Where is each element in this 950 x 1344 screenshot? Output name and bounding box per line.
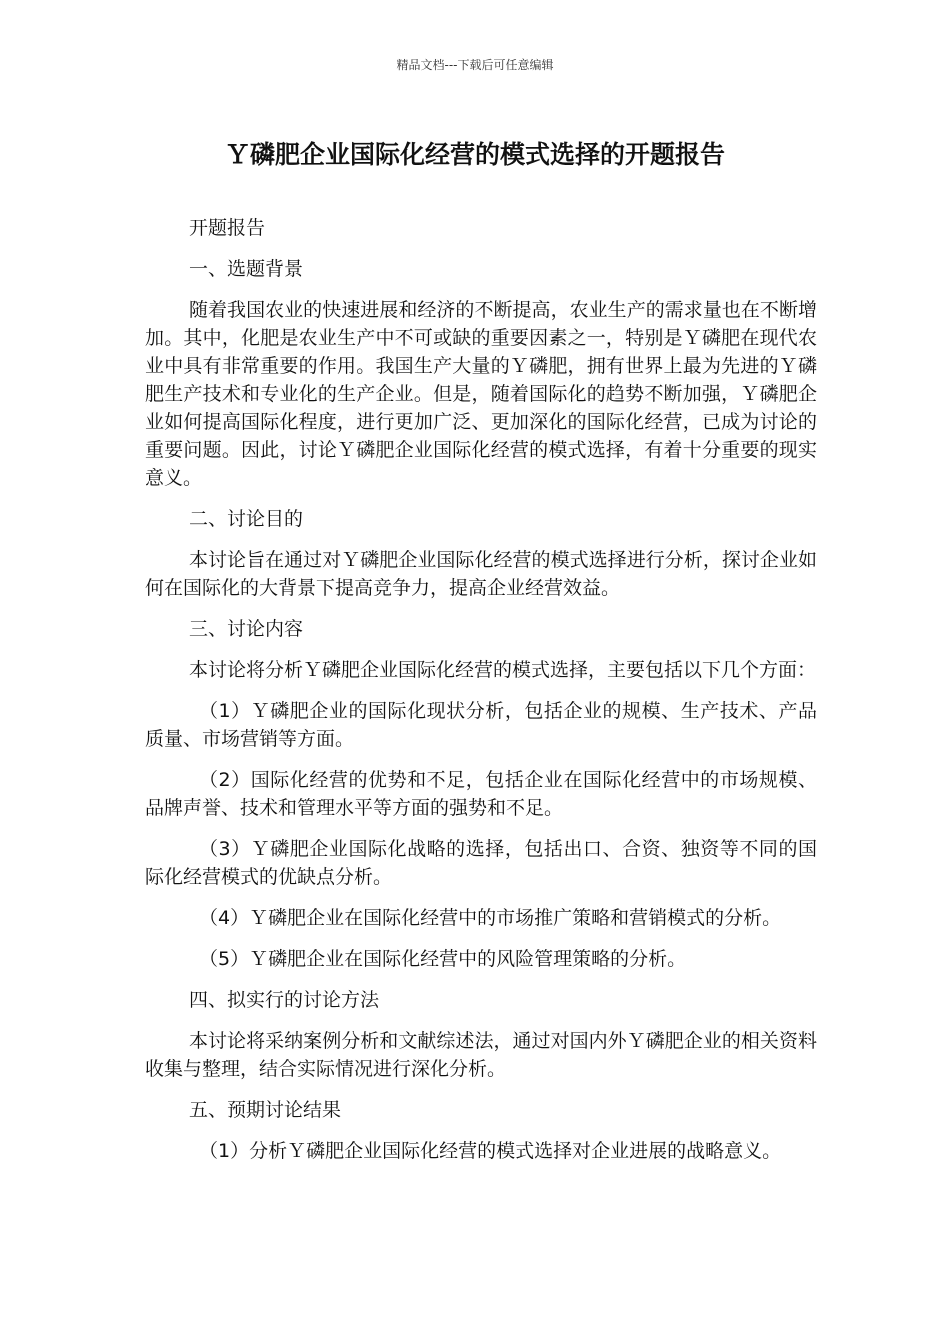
section-heading: 三、讨论内容 (189, 618, 304, 640)
page-header: 精品文档---下载后可任意编辑 (396, 58, 554, 72)
section-heading: 五、预期讨论结果 (189, 1099, 342, 1121)
list-item: （3）Ｙ磷肥企业国际化战略的选择，包括出口、合资、独资等不同的国际化经营模式的优缺点分析。 (145, 838, 817, 888)
list-item: （5）Ｙ磷肥企业在国际化经营中的风险管理策略的分析。 (199, 948, 687, 970)
list-item: （1）Ｙ磷肥企业的国际化现状分析，包括企业的规模、生产技术、产品质量、市场营销等方面。 (145, 700, 817, 750)
section-paragraph: 本讨论旨在通过对Ｙ磷肥企业国际化经营的模式选择进行分析，探讨企业如何在国际化的大背景下提高竞争力，提高企业经营效益。 (145, 549, 817, 599)
section-paragraph: 本讨论将采纳案例分析和文献综述法，通过对国内外Ｙ磷肥企业的相关资料收集与整理，结合实际情况进行深化分析。 (145, 1030, 817, 1080)
list-item: （2）国际化经营的优势和不足，包括企业在国际化经营中的市场规模、品牌声誉、技术和管理水平等方面的强势和不足。 (145, 769, 817, 819)
list-item: （4）Ｙ磷肥企业在国际化经营中的市场推广策略和营销模式的分析。 (199, 907, 782, 929)
report-label: 开题报告 (189, 217, 266, 239)
section-paragraph: 随着我国农业的快速进展和经济的不断提高，农业生产的需求量也在不断增加。其中，化肥是农业生产中不可或缺的重要因素之一，特别是Ｙ磷肥在现代农业中具有非常重要的作用。我国生产大量的Ｙ磷肥，拥有世界上最为先进的Ｙ磷肥生产技术和专业化的生产企业。但是，随着国际化的趋势不断加强，Ｙ磷肥企业如何提高国际化程度，进行更加广泛、更加深化的国际化经营，已成为讨论的重要问题。因此，讨论Ｙ磷肥企业国际化经营的模式选择，有着十分重要的现实意义。 (145, 299, 817, 489)
section-heading: 二、讨论目的 (189, 508, 304, 530)
document-body (145, 214, 817, 1178)
document-title: Ｙ磷肥企业国际化经营的模式选择的开题报告 (224, 140, 725, 169)
list-item: （1）分析Ｙ磷肥企业国际化经营的模式选择对企业进展的战略意义。 (199, 1140, 782, 1162)
section-heading: 一、选题背景 (189, 258, 304, 280)
section-paragraph: 本讨论将分析Ｙ磷肥企业国际化经营的模式选择，主要包括以下几个方面： (189, 659, 817, 681)
section-heading: 四、拟实行的讨论方法 (189, 989, 380, 1011)
